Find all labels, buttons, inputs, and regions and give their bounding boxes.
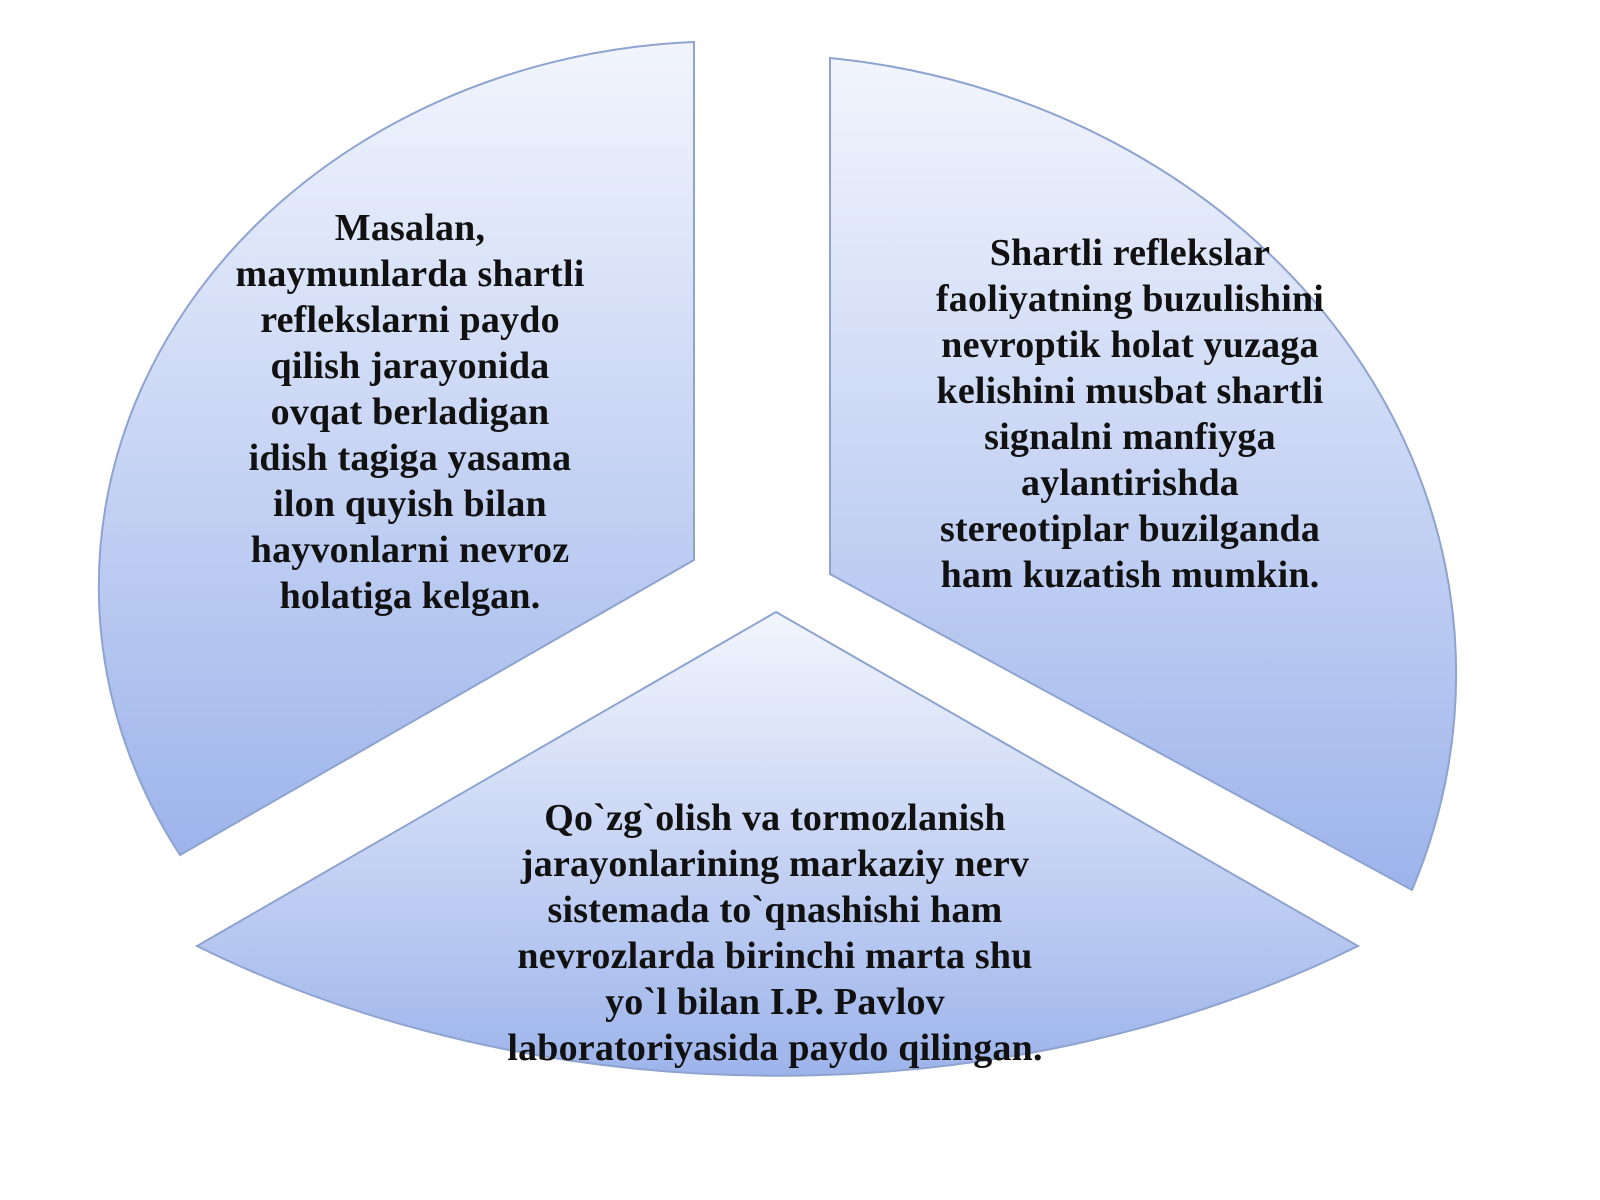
text-line: Masalan, <box>334 207 486 249</box>
text-line: yo`l bilan I.P. Pavlov <box>605 981 945 1023</box>
text-line: holatiga kelgan. <box>279 575 541 617</box>
text-line: reflekslarni paydo <box>260 299 560 341</box>
segment-text-right <box>870 230 1390 598</box>
text-line: ovqat berladigan <box>270 391 550 433</box>
text-line: nevroptik holat yuzaga <box>941 324 1319 366</box>
text-line: hayvonlarni nevroz <box>250 529 570 571</box>
text-line: maymunlarda shartli <box>235 253 585 295</box>
text-line: jarayonlarining markaziy nerv <box>520 843 1030 885</box>
text-line: faoliyatning buzulishini <box>935 278 1325 320</box>
segment-text-left <box>180 205 640 619</box>
text-line: idish tagiga yasama <box>248 437 572 479</box>
text-line: Qo`zg`olish va tormozlanish <box>544 797 1006 839</box>
text-line: nevrozlarda birinchi marta shu <box>517 935 1033 977</box>
text-line: ilon quyish bilan <box>273 483 547 525</box>
text-line: qilish jarayonida <box>270 345 550 387</box>
text-line: kelishini musbat shartli <box>936 370 1324 412</box>
text-line: aylantirishda <box>1021 462 1239 504</box>
text-line: ham kuzatish mumkin. <box>940 554 1320 596</box>
segment-text-bottom <box>430 795 1120 1071</box>
text-line: sistemada to`qnashishi ham <box>547 889 1003 931</box>
text-line: stereotiplar buzilganda <box>939 508 1321 550</box>
text-line: Shartli reflekslar <box>989 232 1271 274</box>
text-line: signalni manfiyga <box>984 416 1276 458</box>
text-line: laboratoriyasida paydo qilingan. <box>507 1027 1043 1069</box>
